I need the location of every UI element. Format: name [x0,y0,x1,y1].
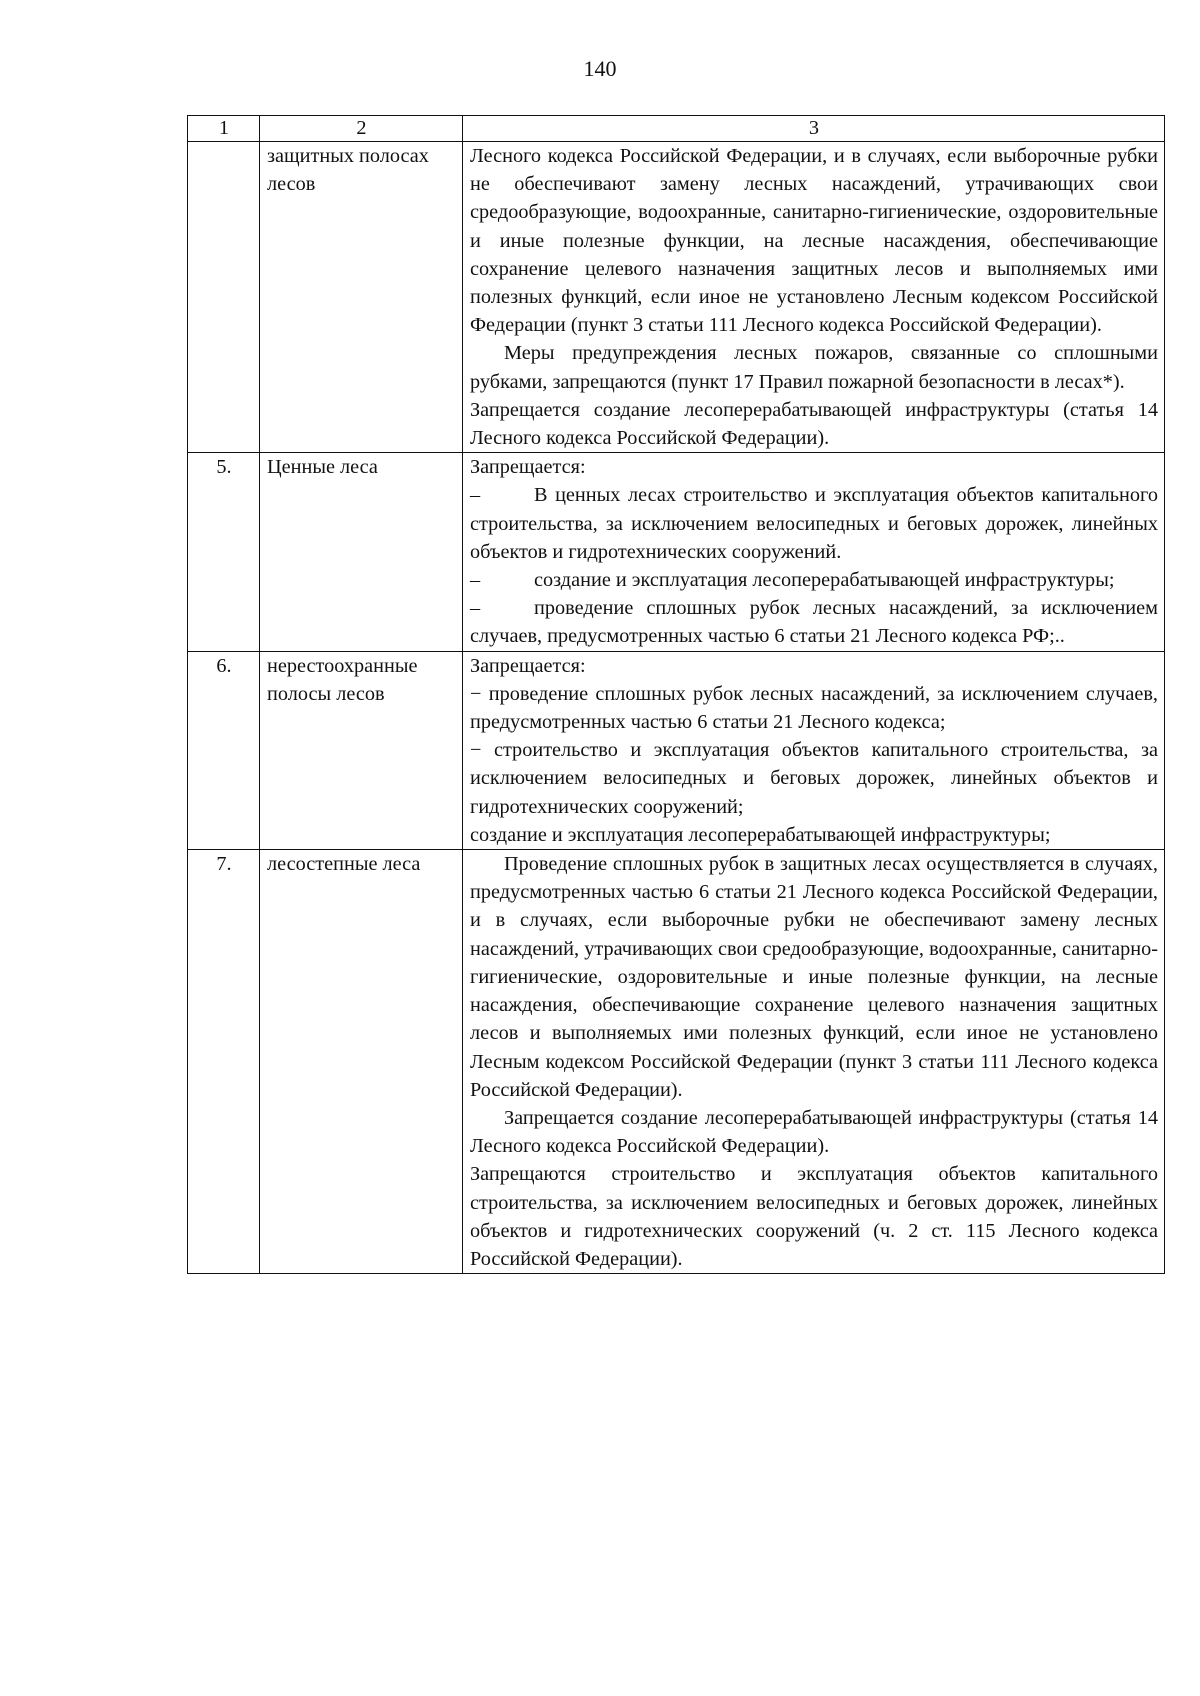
regulation-intro: Запрещается: [470,654,586,677]
regulation-list-item [470,566,1158,594]
row-number: 5. [188,453,260,651]
regulation-list-item-text: В ценных лесах строительство и эксплуатация объектов капитального строительства, за исключением велосипедных и беговых дорожек, линейных объектов и гидротехнических сооружений. [470,484,1158,563]
table-row-7 [188,850,1165,1274]
dash-marker: – [470,569,481,592]
dash-marker: – [470,597,481,620]
regulation-list-item: − строительство и эксплуатация объектов капитального строительства, за исключением велосипедных и беговых дорожек, линейных объектов и гидротехнических сооружений; [470,739,1158,818]
regulation-list-item: − проведение сплошных рубок лесных насаждений, за исключением случаев, предусмотренных частью 6 статьи 21 Лесного кодекса; [470,682,1158,734]
regulation-paragraph: Запрещаются строительство и эксплуатация объектов капитального строительства, за исключением велосипедных и беговых дорожек, линейных объектов и гидротехнических сооружений (ч. 2 ст. 115 Лесного кодекса Российской Федерации). [470,1163,1158,1270]
regulation-paragraph: Меры предупреждения лесных пожаров, связанные со сплошными рубками, запрещаются (пункт 17 Правил пожарной безопасности в лесах*). [470,342,1158,393]
table-row-5 [188,453,1165,651]
column-header-3: 3 [463,116,1165,142]
table-row-6 [188,651,1165,849]
regulation-list-item-text: создание и эксплуатация лесоперерабатывающей инфраструктуры; [534,569,1115,592]
regulation-list-item [470,594,1158,650]
column-header-1: 1 [188,116,260,142]
regulation-paragraph: Запрещается создание лесоперерабатывающей инфраструктуры (статья 14 Лесного кодекса Российской Федерации). [470,1106,1158,1158]
forest-category-name: лесостепные леса [260,850,463,1274]
regulation-list-item: создание и эксплуатация лесоперерабатывающей инфраструктуры; [470,823,1051,846]
regulation-paragraph: Лесного кодекса Российской Федерации, и в случаях, если выборочные рубки не обеспечивают замену лесных насаждений, утрачивающих свои средообразующие, водоохранные, санитарно-гигиенические, оздоровительные и иные полезные функции, на лесные насаждения, обеспечивающие сохранение целевого назначения защитных лесов и выполняемых ими полезных функций, если иное не установлено Лесным кодексом Российской Федерации (пункт 3 статьи 111 Лесного кодекса Российской Федерации). [470,145,1158,337]
column-header-2: 2 [260,116,463,142]
row-number: 7. [188,850,260,1274]
forest-category-name: защитных полосах лесов [260,142,463,453]
page-number: 140 [583,56,617,81]
regulation-list-item [470,481,1158,566]
table-header-row [188,116,1165,142]
regulation-intro: Запрещается: [470,456,586,479]
regulation-paragraph: Запрещается создание лесоперерабатывающей инфраструктуры (статья 14 Лесного кодекса Российской Федерации). [470,398,1158,450]
forest-regulations-table [187,115,1165,1274]
forest-category-name: нерестоохранные полосы лесов [260,651,463,849]
dash-marker: – [470,484,481,507]
regulation-text [463,142,1165,453]
regulation-text [463,453,1165,651]
regulation-text [463,651,1165,849]
row-number: 6. [188,651,260,849]
row-number [188,142,260,453]
regulation-text [463,850,1165,1274]
regulation-paragraph: Проведение сплошных рубок в защитных лесах осуществляется в случаях, предусмотренных частью 6 статьи 21 Лесного кодекса Российской Федерации, и в случаях, если выборочные рубки не обеспечивают замену лесных насаждений, утрачивающих свои средообразующие, водоохранные, санитарно-гигиенические, оздоровительные и иные полезные функции, на лесные насаждения, обеспечивающие сохранение целевого назначения защитных лесов и выполняемых ими полезных функций, если иное не установлено Лесным кодексом Российской Федерации (пункт 3 статьи 111 Лесного кодекса Российской Федерации). [470,853,1158,1101]
forest-category-name: Ценные леса [260,453,463,651]
table-row-continued [188,142,1165,453]
regulation-list-item-text: проведение сплошных рубок лесных насаждений, за исключением случаев, предусмотренных частью 6 статьи 21 Лесного кодекса РФ;.. [470,597,1158,648]
